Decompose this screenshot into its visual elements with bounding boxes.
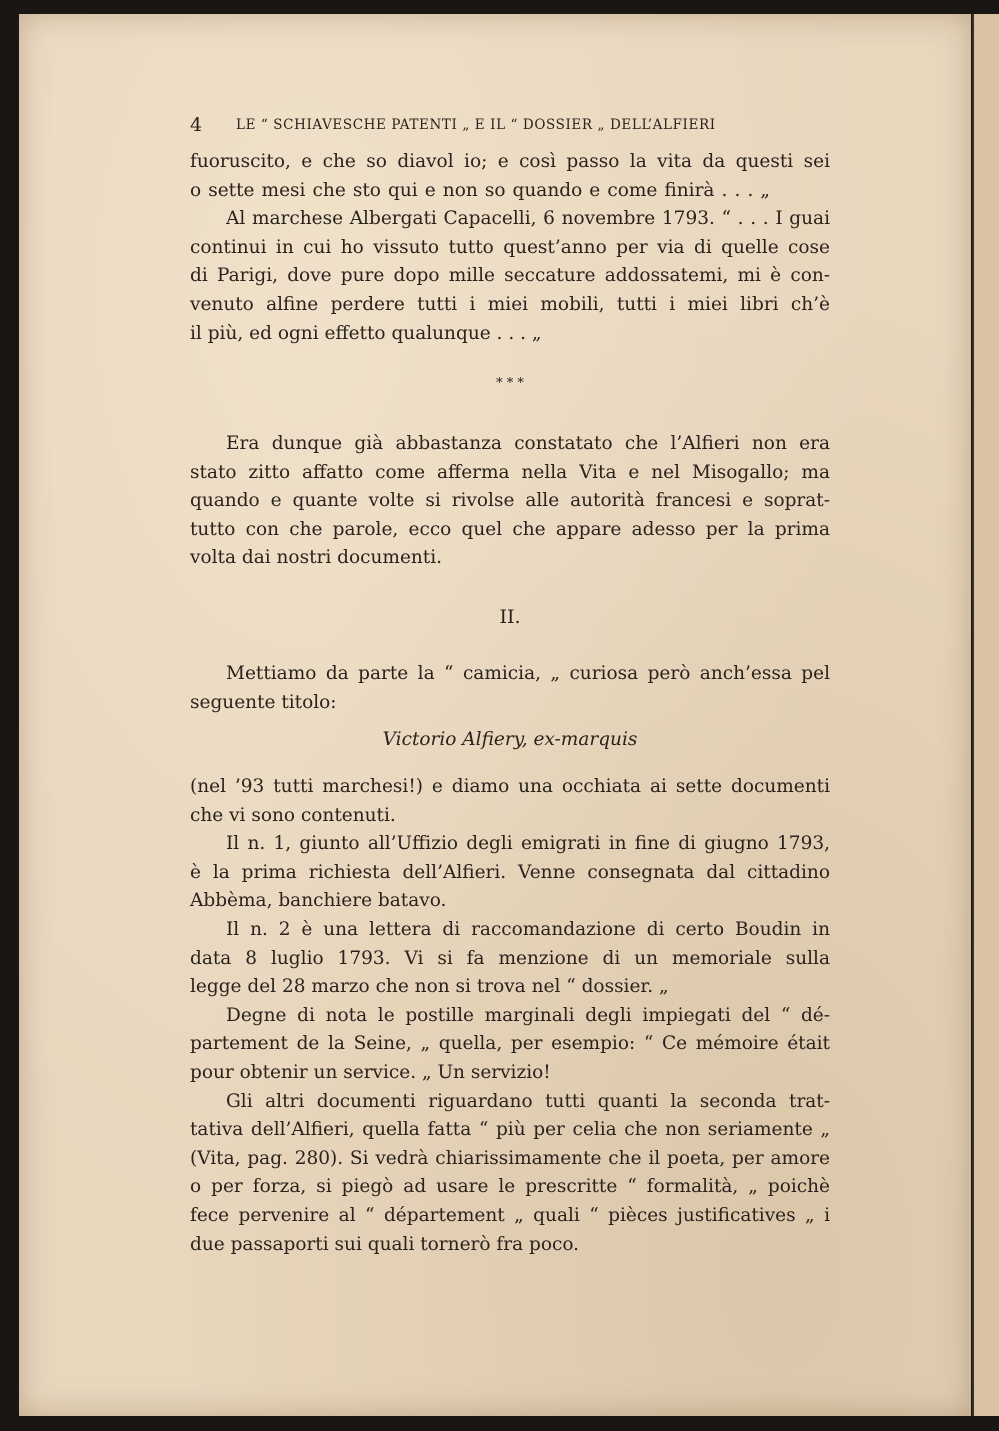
text-line: Il n. 1, giunto all’Uffizio degli emigrati in fine di giugno 1793, <box>226 833 830 855</box>
text-line: quando e quante volte si rivolse alle autorità francesi e soprat- <box>190 490 830 512</box>
text-line: pour obtenir un service. „ Un servizio! <box>190 1061 551 1083</box>
text-line: Mettiamo da parte la “ camicia, „ curiosa però anch’essa pel <box>226 663 830 684</box>
text-line: tutto con che parole, ecco quel che appare adesso per la prima <box>190 518 830 540</box>
text-line: venuto alfine perdere tutti i miei mobili, tutti i miei libri ch’è <box>190 293 830 315</box>
text-line <box>190 205 830 234</box>
text-line: tativa dell’Alfieri, quella fatta “ più per celia che non seriamente „ <box>190 1119 830 1141</box>
text-line: che vi sono contenuti. <box>190 804 396 826</box>
text-line: stato zitto affatto come afferma nella Vita e nel Misogallo; ma <box>190 461 830 483</box>
text-line: Il n. 2 è una lettera di raccomandazione di certo Boudin in <box>226 918 830 940</box>
section-title: II. <box>499 606 521 628</box>
text-line: fuoruscito, e che so diavol io; e così passo la vita da questi sei <box>190 151 830 172</box>
running-title: LE “ SCHIAVESCHE PATENTI „ E IL “ DOSSIER „ DELL’ALFIERI <box>236 117 716 133</box>
text-line: volta dai nostri documenti. <box>190 547 443 569</box>
text-line: due passaporti sui quali tornerò fra poco. <box>190 1233 580 1255</box>
text-line: (Vita, pag. 280). Si vedrà chiarissimamente che il poeta, per amore <box>190 1147 830 1169</box>
quoted-title <box>190 726 830 755</box>
adjacent-page-edge <box>972 14 999 1416</box>
quoted-title-text: Victorio Alfiery, ex-marquis <box>382 729 638 750</box>
text-line: o sette mesi che sto qui e non so quando e come finirà . . . „ <box>190 179 770 201</box>
text-line: è la prima richiesta dell’Alfieri. Venne consegnata dal cittadino <box>190 861 830 883</box>
paragraph-block-1 <box>190 148 830 348</box>
text-line: di Parigi, dove pure dopo mille seccature addossatemi, mi è con- <box>190 265 830 287</box>
text-line: Abbèma, banchiere batavo. <box>190 890 447 912</box>
text-line: continui in cui ho vissuto tutto quest’anno per via di quelle cose <box>190 236 830 258</box>
text-line: Degne di nota le postille marginali degli impiegati del “ dé- <box>226 1004 830 1026</box>
paragraph-block-3 <box>190 660 830 717</box>
text-line: o per forza, si piegò ad usare le prescritte “ formalità, „ poichè <box>190 1176 830 1198</box>
text-line: legge del 28 marzo che non si trova nel “ dossier. „ <box>190 976 669 998</box>
text-line: data 8 luglio 1793. Vi si fa menzione di un memoriale sulla <box>190 947 830 969</box>
page-number: 4 <box>190 114 203 136</box>
section-separator: * * * <box>496 376 524 391</box>
text-line: Era dunque già abbastanza constatato che l’Alfieri non era <box>226 433 830 454</box>
paragraph-block-2 <box>190 430 830 573</box>
letter-line-italic: Al marchese Albergati Capacelli, 6 novembre 1793. “ . . . I guai <box>226 208 830 230</box>
text-line: il più, ed ogni effetto qualunque . . . „ <box>190 322 542 344</box>
text-line: fece pervenire al “ département „ quali “ pièces justificatives „ i <box>190 1204 830 1226</box>
text-line: Gli altri documenti riguardano tutti quanti la seconda trat- <box>226 1090 830 1112</box>
text-line: (nel ’93 tutti marchesi!) e diamo una occhiata ai sette documenti <box>190 776 830 797</box>
paragraph-block-4 <box>190 773 830 1259</box>
text-line: seguente titolo: <box>190 691 337 713</box>
text-line: partement de la Seine, „ quella, per esempio: “ Ce mémoire était <box>190 1033 830 1055</box>
